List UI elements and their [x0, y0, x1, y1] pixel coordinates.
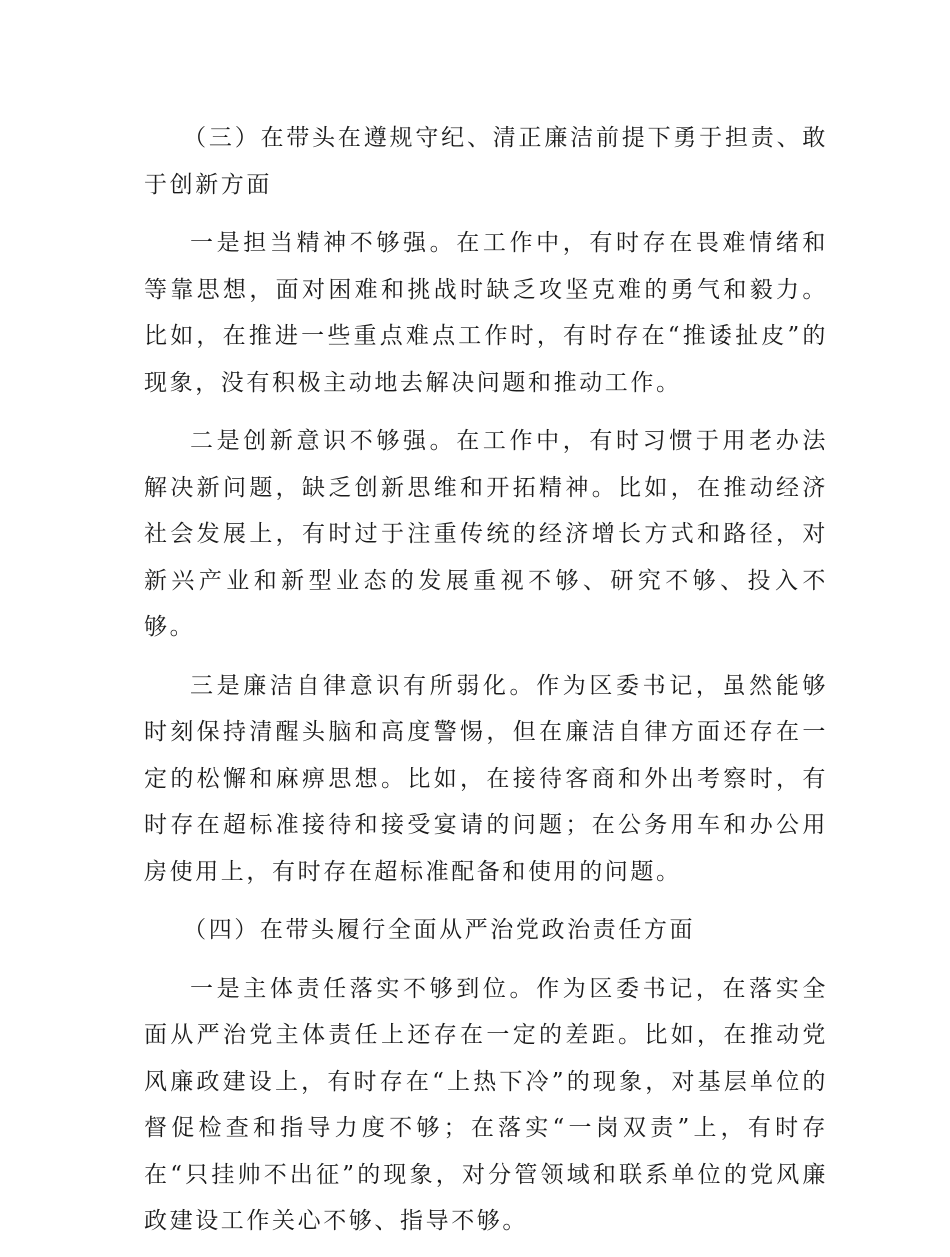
paragraph-innovation: 二是创新意识不够强。在工作中，有时习惯于用老办法解决新问题，缺乏创新思维和开拓精神。比如，在推动经济社会发展上，有时过于注重传统的经济增长方式和路径，对新兴产业和新型业态的发展重视不够、研究不够、投入不够。	[144, 428, 828, 640]
paragraph-integrity: 三是廉洁自律意识有所弱化。作为区委书记，虽然能够时刻保持清醒头脑和高度警惕，但在廉洁自律方面还存在一定的松懈和麻痹思想。比如，在接待客商和外出考察时，有时存在超标准接待和接受宴请的问题；在公务用车和办公用房使用上，有时存在超标准配备和使用的问题。	[144, 672, 828, 885]
paragraph-main-responsibility: 一是主体责任落实不够到位。作为区委书记，在落实全面从严治党主体责任上还存在一定的差距。比如，在推动党风廉政建设上，有时存在“上热下冷”的现象，对基层单位的督促检查和指导力度不够；在落实“一岗双责”上，有时存在“只挂帅不出征”的现象，对分管领域和联系单位的党风廉政建设工作关心不够、指导不够。	[144, 975, 828, 1234]
section-heading-3: （三）在带头在遵规守纪、清正廉洁前提下勇于担责、敢于创新方面	[144, 125, 828, 198]
document-body	[144, 115, 828, 1257]
section-heading-4: （四）在带头履行全面从严治党政治责任方面	[183, 917, 696, 943]
paragraph-responsibility: 一是担当精神不够强。在工作中，有时存在畏难情绪和等靠思想，面对困难和挑战时缺乏攻坚克难的勇气和毅力。比如，在推进一些重点难点工作时，有时存在“推诿扯皮”的现象，没有积极主动地去解决问题和推动工作。	[144, 230, 828, 396]
